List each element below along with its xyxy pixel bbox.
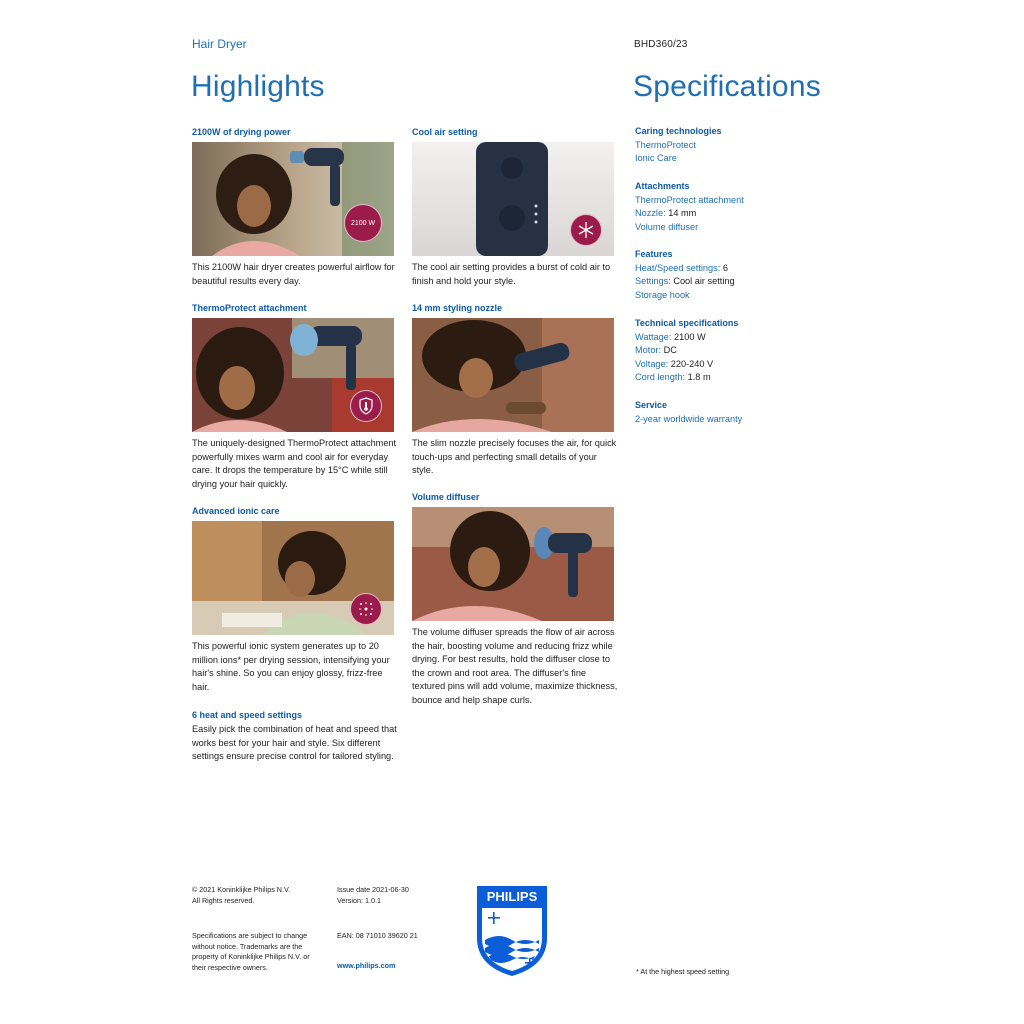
- feature-drying-power: [192, 126, 398, 288]
- photo-woman-drying-hair: [192, 142, 394, 256]
- snowflake-icon: [570, 214, 602, 246]
- wattage-badge: [344, 204, 382, 242]
- thermometer-shield-icon: [350, 390, 382, 422]
- spec-heading: Technical specifications: [635, 318, 739, 328]
- spec-item: ThermoProtect attachment: [635, 194, 744, 205]
- spec-value: 1.8 m: [687, 372, 711, 383]
- spec-item: ThermoProtect: [635, 139, 696, 150]
- photo-woman-with-diffuser: [412, 507, 614, 621]
- spec-value: 220-240 V: [670, 358, 714, 369]
- spec-value: 14 mm: [668, 208, 697, 219]
- feature-heat-speed: [192, 709, 398, 764]
- spec-item-voltage: [635, 358, 855, 372]
- footer-issue: [337, 885, 409, 906]
- feature-description: The cool air setting provides a burst of cold air to finish and hold your style.: [412, 262, 611, 286]
- photo-dryer-handle: [412, 142, 614, 256]
- highlights-column-left: [192, 126, 398, 762]
- feature-description: This 2100W hair dryer creates powerful airflow for beautiful results every day.: [192, 262, 395, 286]
- spec-value: 6: [722, 262, 728, 273]
- model-number: BHD360/23: [634, 39, 688, 50]
- feature-cool-air: [412, 126, 618, 288]
- feature-description: The uniquely-designed ThermoProtect attachment powerfully mixes warm and cool air for everyday care. It drops the temperature by 15°C while still drying your hair quickly.: [192, 438, 397, 489]
- spec-heading: Caring technologies: [635, 126, 722, 136]
- footer-disclaimer: [192, 931, 310, 973]
- spec-label: Settings:: [635, 276, 671, 287]
- spec-value: DC: [663, 345, 677, 356]
- footer-copyright: [192, 885, 290, 906]
- feature-description: This powerful ionic system generates up to 20 million ions* per drying session, intensifying your hair's shine. So you can enjoy glossy, frizz-free hair.: [192, 641, 390, 692]
- feature-ionic-care: [192, 505, 398, 694]
- disclaimer-line: Specifications are subject to change: [192, 931, 308, 940]
- spec-caring-technologies: [635, 125, 855, 166]
- feature-description: The volume diffuser spreads the flow of air across the hair, boosting volume and reducing frizz while drying. For best results, hold the diffuser close to the crown and root area. The diffuser's fine textured pins will add volume, maximize thickness, bounce and help shape curls.: [412, 627, 618, 705]
- spec-value: Cool air setting: [673, 276, 735, 287]
- spec-item: Storage hook: [635, 289, 690, 300]
- rights-text: All Rights reserved.: [192, 895, 255, 905]
- spec-attachments: [635, 180, 855, 234]
- ions-icon: [350, 593, 382, 625]
- spec-label: Cord length:: [635, 372, 686, 383]
- spec-label: Nozzle:: [635, 208, 666, 219]
- feature-title: 2100W of drying power: [192, 127, 291, 137]
- spec-label: Wattage:: [635, 331, 672, 342]
- highlights-column-right: [412, 126, 618, 705]
- specifications-title: Specifications: [633, 70, 821, 103]
- feature-title: Cool air setting: [412, 127, 478, 137]
- spec-heading: Attachments: [635, 181, 690, 191]
- photo-woman-writing: [192, 521, 394, 635]
- copyright-text: © 2021 Koninklijke Philips N.V.: [192, 885, 291, 894]
- spec-label: Heat/Speed settings:: [635, 262, 721, 273]
- spec-item-heat-speed: [635, 262, 855, 276]
- spec-item-motor: [635, 344, 855, 358]
- product-type: Hair Dryer: [192, 37, 247, 51]
- philips-shield-logo: [475, 884, 549, 978]
- spec-label: Motor:: [635, 345, 662, 356]
- logo-wordmark: PHILIPS: [486, 889, 538, 904]
- feature-title: 14 mm styling nozzle: [412, 303, 503, 313]
- feature-title: Advanced ionic care: [192, 506, 280, 516]
- footnote: * At the highest speed setting: [636, 967, 730, 976]
- highlights-title: Highlights: [191, 70, 325, 103]
- photo-woman-with-nozzle: [412, 318, 614, 432]
- feature-title: Volume diffuser: [412, 492, 480, 502]
- website-link[interactable]: www.philips.com: [337, 961, 396, 970]
- wattage-badge-label: 2100 W: [350, 219, 376, 227]
- spec-item-wattage: [635, 331, 855, 345]
- spec-item: Ionic Care: [635, 153, 677, 164]
- feature-title: ThermoProtect attachment: [192, 303, 307, 313]
- footer-ean: EAN: 08 71010 39620 21: [337, 931, 418, 940]
- version: Version: 1.0.1: [337, 895, 381, 905]
- feature-description: The slim nozzle precisely focuses the air, for quick touch-ups and perfecting small details of your style.: [412, 438, 617, 476]
- issue-date: Issue date 2021-06-30: [337, 885, 409, 894]
- spec-label: Voltage:: [635, 358, 669, 369]
- spec-item-nozzle: [635, 207, 855, 221]
- spec-features: [635, 248, 855, 302]
- spec-value: 2100 W: [674, 331, 706, 342]
- spec-heading: Service: [635, 400, 668, 410]
- photo-woman-with-attachment: [192, 318, 394, 432]
- disclaimer-line: without notice. Trademarks are the: [192, 941, 303, 951]
- spec-item-settings: [635, 275, 855, 289]
- feature-title: 6 heat and speed settings: [192, 710, 303, 720]
- disclaimer-line: their respective owners.: [192, 962, 268, 972]
- feature-diffuser: [412, 491, 618, 708]
- spec-item: Volume diffuser: [635, 221, 699, 232]
- feature-description: Easily pick the combination of heat and speed that works best for your hair and style. Six different settings ensure precise control for tailored styling.: [192, 724, 397, 762]
- disclaimer-line: property of Koninklijke Philips N.V. or: [192, 952, 310, 962]
- spec-item: 2-year worldwide warranty: [635, 413, 743, 424]
- spec-heading: Features: [635, 249, 673, 259]
- spec-item-cord-length: [635, 371, 855, 385]
- feature-nozzle: [412, 302, 618, 478]
- spec-technical: [635, 317, 855, 385]
- feature-thermoprotect: [192, 302, 398, 491]
- spec-service: [635, 399, 855, 426]
